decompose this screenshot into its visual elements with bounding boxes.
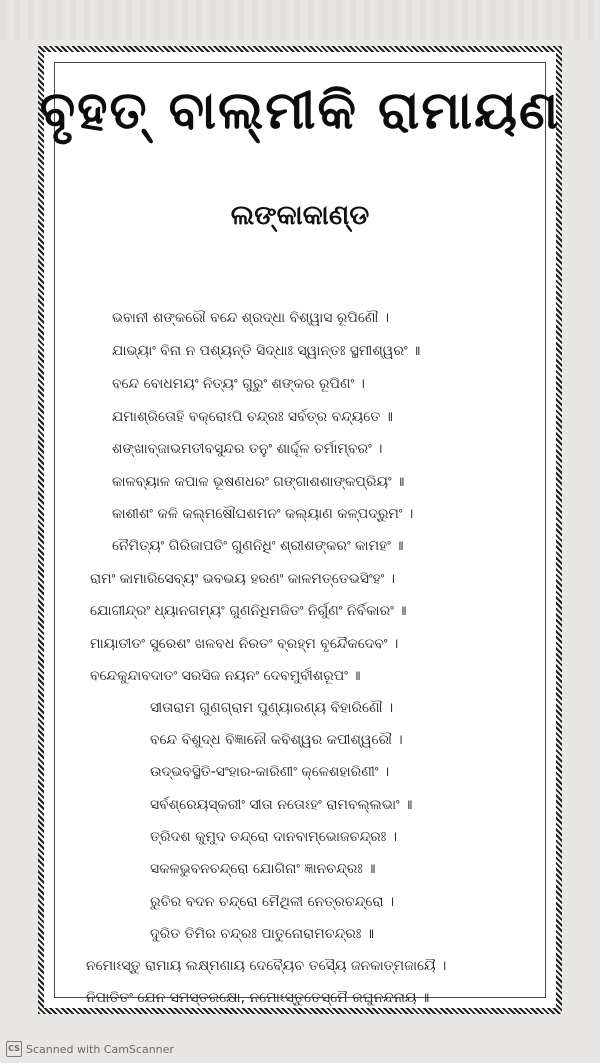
verse-line: ଯମାଶ୍ରିତୋହି ବକ୍ରୋଽପି ଚନ୍ଦ୍ରଃ ସର୍ବତ୍ର ବନ୍ଦ୍ୟତେ ॥ [112,409,393,425]
verse-line: ଦୁରିତ ତିମିର ଚନ୍ଦ୍ରଃ ପାତୁନୋରାମଚନ୍ଦ୍ରଃ ॥ [150,926,375,942]
verse-line: ସୀତାରାମ ଗୁଣଗ୍ରାମ ପୁଣ୍ୟାରଣ୍ୟ ବିହାରିଣୌ । [150,700,394,716]
verse-line: ସର୍ବଶ୍ରେୟସ୍କରୀଂ ସୀତା ନତୋଽହଂ ରାମବଲ୍ଲଭାଂ ॥ [150,797,413,813]
watermark-text: Scanned with CamScanner [26,1042,174,1056]
verse-line: ନମୋଽସ୍ତୁ ରାମାୟ ଲକ୍ଷ୍ମଣାୟ ଦେବ୍ୟୈଚ ତସ୍ୟୈ ଜନକାତ୍ମଜାୟୈ । [86,958,447,974]
section-heading: ଲଙ୍କାକାଣ୍ଡ [230,200,370,231]
verse-line: କାଶୀଶଂ କଳି କଲ୍ମଷୌଘଶମନଂ କଲ୍ୟାଣ କଳ୍ପଦ୍ରୁମଂ । [112,506,414,522]
verse-line: ଶଙ୍ଖାବ୍ଜାଭମତୀବସୁନ୍ଦର ତନୁଂ ଶାର୍ଦ୍ଦୂଳ ଚର୍ମାମ୍ବରଂ । [112,441,383,457]
verse-line: ନିପାତିତଂ ଯେନ ସମସ୍ତରକ୍ଷୋ, ନମୋଽସ୍ତୁତେସ୍ମୈ ରଘୁନନ୍ଦନାୟ ॥ [86,990,430,1006]
verse-line: ଭବାନୀ ଶଙ୍କରୌ ବନ୍ଦେ ଶ୍ରଦ୍ଧା ବିଶ୍ୱାସ ରୂପିଣୌ । [112,310,390,326]
verse-line: ବନ୍ଦେକୁନ୍ଦାବଦାତଂ ସରସିଜ ନୟନଂ ଦେବମୁର୍ବୀଶରୂପଂ ॥ [90,668,361,684]
verse-line: ବନ୍ଦେ ବୋଧମୟଂ ନିତ୍ୟଂ ଗୁରୁଂ ଶଙ୍କର ରୂପିଣଂ । [112,376,365,392]
camscanner-icon: CS [6,1041,22,1057]
verse-line: ରୁଚିର ବଦନ ଚନ୍ଦ୍ରୋ ମୈଥିଳୀ ନେତ୍ରଚନ୍ଦ୍ରୋ । [150,894,395,910]
verse-line: ନୈମିତ୍ୟଂ ଗିରିଜାପତିଂ ଗୁଣନିଧିଂ ଶ୍ରୀଶଙ୍କରଂ କାମହଂ ॥ [112,538,404,554]
verse-line: ଉଦ୍ଭବସ୍ଥିତି-ସଂହାର-କାରିଣୀଂ କ୍ଳେଶହାରିଣୀଂ । [150,764,390,780]
verse-line: ଯୋଗୀନ୍ଦ୍ରଂ ଧ୍ୟାନଗମ୍ୟଂ ଗୁଣନିଧିମଜିତଂ ନିର୍ଗୁଣଂ ନିର୍ବିକାରଂ ॥ [90,603,407,619]
verse-line: ବନ୍ଦେ ବିଶୁଦ୍ଧ ବିଜ୍ଞାନୌ କବିଶ୍ୱର କପୀଶ୍ୱରୌ । [150,732,403,748]
verse-line: ରାମଂ କାମାରିସେବ୍ୟଂ ଭବଭୟ ହରଣଂ କାଳମତ୍ତେଭସିଂହଂ । [90,571,396,587]
verse-line: ଯାଭ୍ୟାଂ ବିନା ନ ପଶ୍ୟନ୍ତି ସିଦ୍ଧାଃ ସ୍ୱାନ୍ତଃ ସ୍ଥମୀଶ୍ୱରଂ ॥ [112,343,421,359]
verse-line: ତ୍ରିଦଶ କୁମୁଦ ଚନ୍ଦ୍ରୋ ଦାନବାମ୍ଭୋଜଚନ୍ଦ୍ରଃ । [150,829,397,845]
book-title: ବୃହତ୍ ବାଲ୍ମୀକି ରାମାୟଣ [39,80,561,141]
scanner-watermark [6,1041,174,1057]
verse-line: କାଳବ୍ୟାଳ କପାଳ ଭୂଷଣଧରଂ ଗଙ୍ଗାଶଶାଙ୍କପ୍ରିୟଂ ॥ [112,474,405,490]
verse-line: ସକଳଭୁବନଚନ୍ଦ୍ରୋ ଯୋଗିନାଂ ଜ୍ଞାନଚନ୍ଦ୍ରଃ ॥ [150,861,376,877]
verse-line: ମାୟାତୀତଂ ସୁରେଶଂ ଖଳବଧ ନିରତଂ ବ୍ରହ୍ମ ବୃନ୍ଦୈକଦେବଂ । [90,636,399,652]
